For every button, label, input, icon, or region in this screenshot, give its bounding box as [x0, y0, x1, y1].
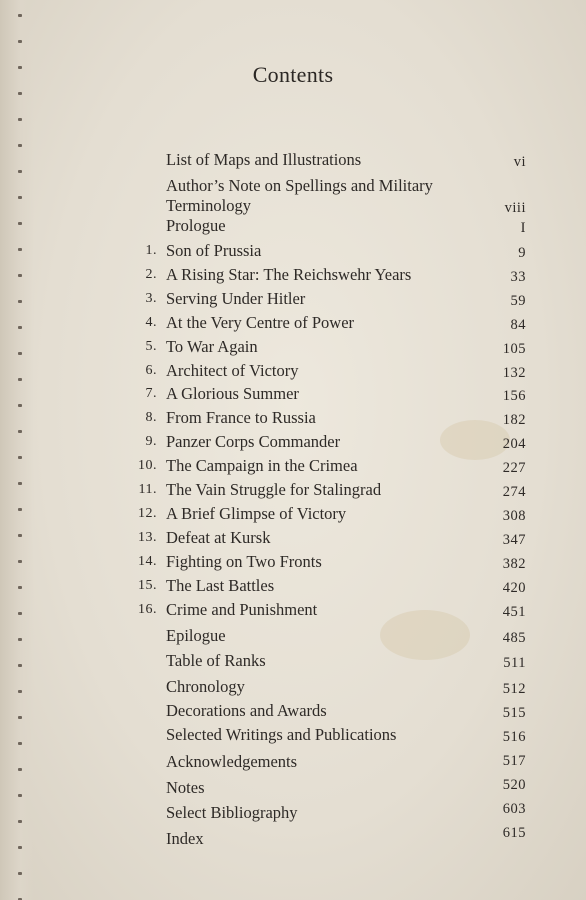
- page-number: 512: [502, 681, 526, 697]
- stitch: [18, 872, 22, 875]
- page-number: 132: [502, 365, 526, 381]
- page-number: 420: [502, 580, 526, 596]
- page-number: 274: [502, 484, 526, 500]
- toc-entry: [0, 241, 586, 265]
- page-number: 105: [502, 341, 526, 357]
- entry-title: Notes: [166, 778, 205, 797]
- entry-title: The Vain Struggle for Stalingrad: [166, 480, 382, 499]
- entry-title-continued: Terminology: [166, 196, 251, 215]
- toc-entry: [0, 825, 586, 853]
- chapter-number: 11.: [138, 482, 157, 497]
- entry-title: From France to Russia: [166, 408, 316, 427]
- entry-title: Architect of Victory: [166, 361, 299, 380]
- toc-entry: [0, 504, 586, 528]
- entry-title: Table of Ranks: [166, 651, 266, 670]
- toc-entry: [0, 651, 586, 675]
- entry-title: Select Bibliography: [166, 803, 298, 822]
- entry-title: A Glorious Summer: [166, 384, 299, 403]
- stitch: [18, 118, 22, 121]
- page-number: 9: [518, 245, 526, 261]
- page-number: 382: [502, 556, 526, 572]
- chapter-number: 10.: [138, 458, 157, 473]
- toc-entry: [0, 725, 586, 749]
- page-number: 156: [502, 388, 526, 404]
- toc-entry: [0, 626, 586, 650]
- entry-title: Panzer Corps Commander: [166, 432, 341, 451]
- page-number: 59: [510, 293, 526, 309]
- toc-entry: [0, 289, 586, 313]
- page-number: 520: [502, 777, 526, 793]
- toc-entry: [0, 803, 586, 827]
- entry-title: Index: [166, 829, 204, 848]
- chapter-number: 6.: [145, 363, 157, 378]
- page-number: I: [520, 220, 526, 236]
- toc-entry: [0, 752, 586, 776]
- toc-entry: [0, 432, 586, 456]
- entry-title: Chronology: [166, 677, 245, 696]
- toc-entry: [0, 600, 586, 624]
- toc-entry: [0, 576, 586, 600]
- entry-title: The Last Battles: [166, 576, 275, 595]
- chapter-number: 8.: [145, 410, 157, 425]
- page-title: Contents: [252, 62, 334, 87]
- entry-title: Decorations and Awards: [166, 701, 327, 720]
- chapter-number: 13.: [138, 530, 157, 545]
- chapter-number: 12.: [138, 506, 157, 521]
- toc-entry: [0, 265, 586, 289]
- page-number: 347: [502, 532, 526, 548]
- chapter-number: 9.: [145, 434, 157, 449]
- toc-entry: [0, 176, 586, 216]
- toc-entry: [0, 480, 586, 504]
- page-number: 451: [502, 604, 526, 620]
- page-number: 515: [502, 705, 526, 721]
- stitch: [18, 40, 22, 43]
- toc-entry: [0, 778, 586, 802]
- stitch: [18, 14, 22, 17]
- chapter-number: 7.: [145, 386, 157, 401]
- stitch: [18, 144, 22, 147]
- chapter-number: 5.: [145, 339, 157, 354]
- entry-title: Defeat at Kursk: [166, 528, 271, 547]
- page-number: 227: [502, 460, 526, 476]
- page-number: 84: [510, 317, 526, 333]
- toc-entry: [0, 408, 586, 432]
- toc-entry: [0, 216, 586, 240]
- entry-title: Author’s Note on Spellings and Military: [166, 176, 433, 195]
- entry-title: Prologue: [166, 216, 226, 235]
- toc-entry: [0, 528, 586, 552]
- page-number: 204: [502, 436, 526, 452]
- page-number: 33: [510, 269, 526, 285]
- chapter-number: 15.: [138, 578, 157, 593]
- entry-title: At the Very Centre of Power: [166, 313, 355, 332]
- page-number: 615: [502, 825, 526, 841]
- entry-title: To War Again: [166, 337, 258, 356]
- page-number: 485: [502, 630, 526, 646]
- page-number: 182: [502, 412, 526, 428]
- toc-entry: [0, 361, 586, 385]
- page-number: 308: [502, 508, 526, 524]
- chapter-number: 4.: [145, 315, 157, 330]
- chapter-number: 2.: [145, 267, 157, 282]
- toc-entry: [0, 456, 586, 480]
- page-number: vi: [513, 154, 526, 170]
- page-number: viii: [504, 200, 526, 216]
- chapter-number: 1.: [145, 243, 157, 258]
- page-number: 511: [503, 655, 526, 671]
- entry-title: Acknowledgements: [166, 752, 298, 771]
- entry-title: Son of Prussia: [166, 241, 262, 260]
- page-number: 517: [502, 753, 526, 769]
- chapter-number: 3.: [145, 291, 157, 306]
- entry-title: Serving Under Hitler: [166, 289, 306, 308]
- entry-title: A Brief Glimpse of Victory: [166, 504, 347, 523]
- page-number: 603: [502, 801, 526, 817]
- toc-entry: [0, 337, 586, 361]
- chapter-number: 14.: [138, 554, 157, 569]
- entry-title: Selected Writings and Publications: [166, 725, 397, 744]
- page-number: 516: [502, 729, 526, 745]
- toc-entry: [0, 384, 586, 408]
- toc-entry: [0, 313, 586, 337]
- toc-entry: [0, 150, 586, 174]
- entry-title: The Campaign in the Crimea: [166, 456, 358, 475]
- entry-title: Epilogue: [166, 626, 226, 645]
- entry-title: Crime and Punishment: [166, 600, 318, 619]
- toc-entry: [0, 552, 586, 576]
- entry-title: List of Maps and Illustrations: [166, 150, 362, 169]
- entry-title: Fighting on Two Fronts: [166, 552, 322, 571]
- toc-entry: [0, 701, 586, 725]
- entry-title: A Rising Star: The Reichswehr Years: [166, 265, 412, 284]
- stitch: [18, 92, 22, 95]
- toc-entry: [0, 677, 586, 701]
- chapter-number: 16.: [138, 602, 157, 617]
